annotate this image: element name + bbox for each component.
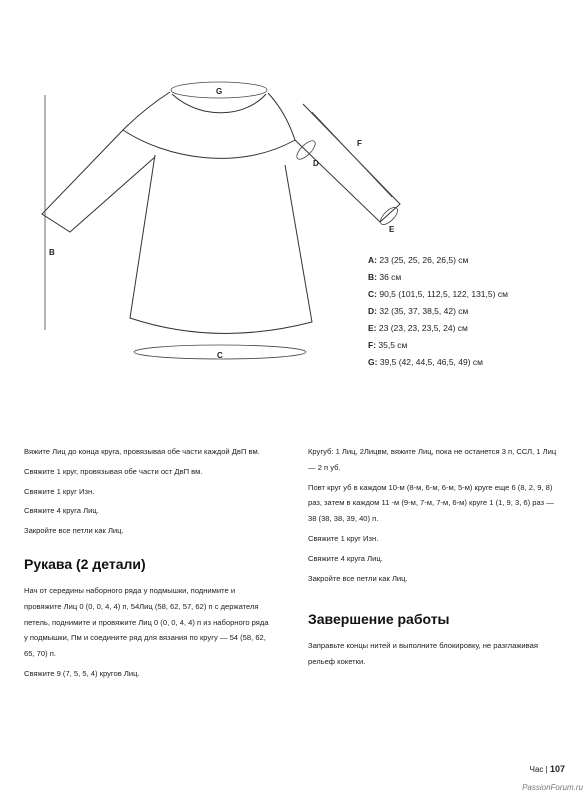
measurement-row: B: 36 см [368,272,402,282]
instruction-paragraph: Закройте все петли как Лиц. [24,526,124,536]
instruction-paragraph: Нач от середины наборного ряда у подмышки, поднимите и провяжите Лиц 0 (0, 0, 4, 4) п, 54Лиц (58, 62, 57, 62) п с держателя петель, поднимите и провяжите Лиц 0 (0, 0, 4, 4) п из наборного ряда у подмышки, Пм и соедините ряд для вязания по кругу — 54 (58, 62, 65, 70) п. [24,585,269,659]
cuff-ellipse-e [378,205,401,228]
footer-section: Час [529,765,544,774]
label-f: F [357,139,362,148]
label-g: G [216,87,223,96]
measurement-row: C: 90,5 (101,5, 112,5, 122, 131,5) см [368,289,508,299]
measurement-row: G: 39,5 (42, 44,5, 46,5, 49) см [368,357,484,367]
measurement-row: D: 32 (35, 37, 38,5, 42) см [368,306,469,316]
label-c: C [217,351,223,360]
instruction-paragraph: Закройте все петли как Лиц. [308,573,408,583]
instruction-paragraph: Вяжите Лиц до конца круга, провязывая обе части каждой ДвП вм. [24,447,260,456]
instruction-paragraph: Свяжите 1 круг Изн. [24,486,95,496]
page-footer [530,764,565,774]
label-e: E [389,225,395,234]
instruction-paragraph: Свяжите 1 круг Изн. [308,533,379,543]
neckline [172,94,266,113]
right-sleeve [295,104,400,222]
footer-divider: | [545,765,548,774]
page-number: 107 [549,764,565,774]
left-column [24,444,270,686]
watermark: PassionForum.ru [522,783,583,792]
yoke-outline [123,92,295,158]
dimension-line-f [312,112,392,197]
instruction-paragraph: Свяжите 4 круга Лиц. [308,553,383,563]
instruction-paragraph: Свяжите 4 круга Лиц. [24,506,99,516]
measurement-row: A: 23 (25, 25, 26, 26,5) см [368,255,469,265]
section-heading-finishing: Завершение работы [308,611,450,628]
instruction-paragraph: Свяжите 9 (7, 5, 5, 4) кругов Лиц. [24,668,140,678]
instruction-paragraph: Кругуб: 1 Лиц, 2Лицвм, вяжите Лиц, пока не останется 3 п, ССЛ, 1 Лиц — 2 п уб. [308,447,557,472]
instruction-paragraph: Повт круг уб в каждом 10-м (8-м, 6-м, 6-м, 5-м) круге еще 6 (8, 2, 9, 8) раз, затем в каждом 11 -м (9-м, 7-м, 7-м, 6-м) круге 1 (1, 9, 3, 6) раз — 38 (38, 38, 39, 40) п. [308,482,554,524]
label-d: D [313,159,319,168]
instruction-paragraph: Свяжите 1 круг, провязывая обе части ост ДвП вм. [24,466,203,476]
right-column [308,444,562,674]
label-b: B [49,248,55,257]
section-heading-sleeves: Рукава (2 детали) [24,555,146,572]
instruction-paragraph: Заправьте концы нитей и выполните блокировку, не разглаживая рельеф кокетки. [308,641,538,667]
measurements-list [368,252,508,371]
measurement-row: F: 35,5 см [368,340,408,350]
left-sleeve [42,130,155,232]
measurement-row: E: 23 (23, 23, 23,5, 24) см [368,323,468,333]
body-outline [130,155,312,334]
